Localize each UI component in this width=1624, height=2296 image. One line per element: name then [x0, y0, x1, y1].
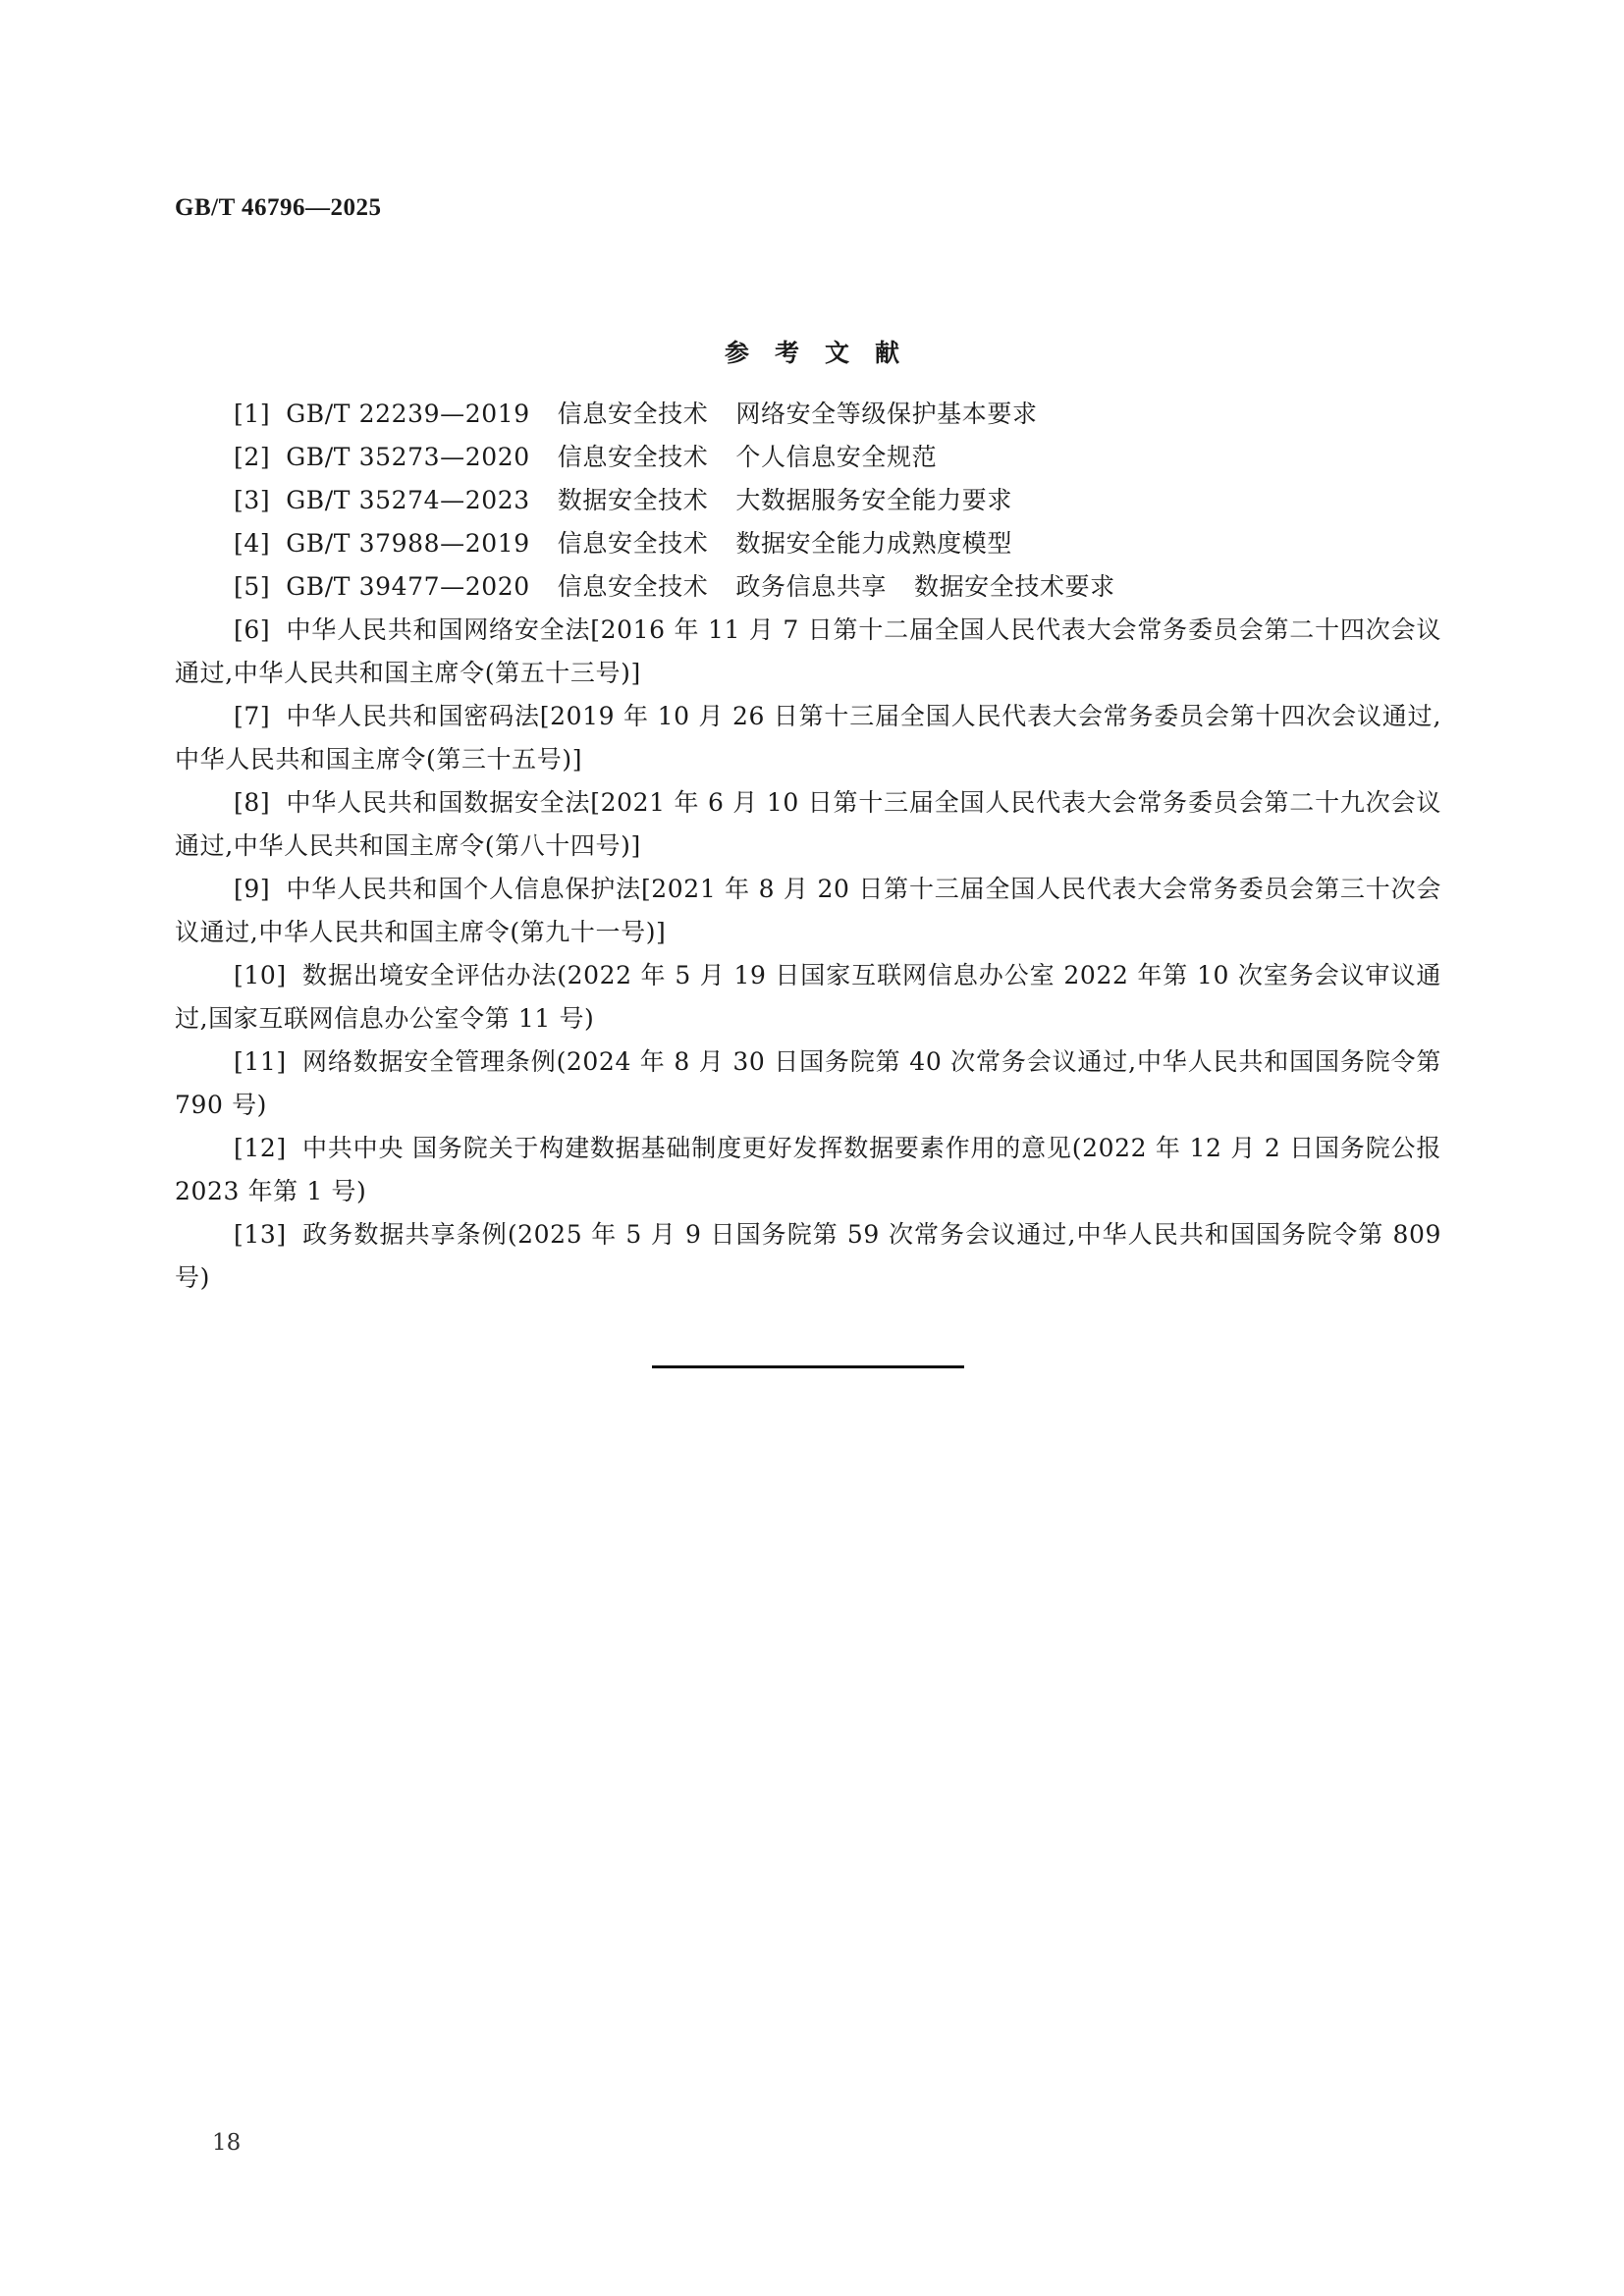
reference-number: [11] [234, 1047, 287, 1076]
reference-text: 中华人民共和国网络安全法[2016 年 11 月 7 日第十二届全国人民代表大会常务委员会第二十四次会议通过,中华人民共和国主席令(第五十三号)] [175, 615, 1441, 687]
reference-code: GB/T 22239—2019 [286, 400, 530, 428]
reference-title-part: 大数据服务安全能力要求 [735, 486, 1012, 514]
reference-text: 网络数据安全管理条例(2024 年 8 月 30 日国务院第 40 次常务会议通过,中华人民共和国国务院令第 790 号) [175, 1047, 1441, 1119]
reference-number: [5] [234, 572, 271, 601]
document-code: GB/T 46796—2025 [175, 194, 382, 221]
reference-title-part: 政务信息共享 [735, 572, 887, 601]
reference-item [175, 609, 1441, 695]
reference-number: [12] [234, 1134, 287, 1162]
reference-text: 中华人民共和国个人信息保护法[2021 年 8 月 20 日第十三届全国人民代表大会常务委员会第三十次会议通过,中华人民共和国主席令(第九十一号)] [175, 875, 1441, 946]
reference-title-part: 个人信息安全规范 [735, 443, 938, 471]
reference-number: [7] [234, 702, 271, 730]
reference-item [175, 565, 1441, 609]
reference-item [175, 954, 1441, 1041]
reference-number: [10] [234, 961, 287, 989]
reference-number: [6] [234, 615, 271, 644]
reference-title-part: 数据安全技术要求 [913, 572, 1115, 601]
reference-item [175, 695, 1441, 781]
reference-item [175, 868, 1441, 954]
reference-item [175, 1041, 1441, 1127]
reference-item [175, 1127, 1441, 1213]
reference-item [175, 522, 1441, 565]
reference-text: 数据出境安全评估办法(2022 年 5 月 19 日国家互联网信息办公室 2022 年第 10 次室务会议审议通过,国家互联网信息办公室令第 11 号) [175, 961, 1441, 1033]
reference-code: GB/T 35274—2023 [286, 486, 530, 514]
reference-item [175, 781, 1441, 868]
reference-text: 政务数据共享条例(2025 年 5 月 9 日国务院第 59 次常务会议通过,中华人民共和国国务院令第 809 号) [175, 1220, 1441, 1292]
reference-text: 中共中央 国务院关于构建数据基础制度更好发挥数据要素作用的意见(2022 年 12 月 2 日国务院公报 2023 年第 1 号) [175, 1134, 1441, 1205]
reference-code: GB/T 39477—2020 [286, 572, 530, 601]
reference-title-part: 信息安全技术 [557, 443, 709, 471]
page-number: 18 [212, 2130, 242, 2156]
reference-item [175, 1213, 1441, 1300]
reference-title-part: 信息安全技术 [557, 400, 709, 428]
reference-text: 中华人民共和国密码法[2019 年 10 月 26 日第十三届全国人民代表大会常务委员会第十四次会议通过,中华人民共和国主席令(第三十五号)] [175, 702, 1441, 774]
reference-title-part: 数据安全能力成熟度模型 [735, 529, 1012, 558]
reference-code: GB/T 37988—2019 [286, 529, 530, 558]
reference-title-part: 信息安全技术 [557, 529, 709, 558]
reference-code: GB/T 35273—2020 [286, 443, 530, 471]
reference-number: [1] [234, 400, 271, 428]
reference-number: [9] [234, 875, 271, 903]
reference-number: [4] [234, 529, 271, 558]
end-rule [652, 1365, 964, 1368]
section-title: 参考文献 [724, 339, 925, 367]
reference-item [175, 393, 1441, 436]
reference-list [175, 393, 1441, 1300]
reference-number: [13] [234, 1220, 287, 1249]
reference-title-part: 信息安全技术 [557, 572, 709, 601]
reference-item [175, 436, 1441, 479]
reference-number: [2] [234, 443, 271, 471]
reference-text: 中华人民共和国数据安全法[2021 年 6 月 10 日第十三届全国人民代表大会常务委员会第二十九次会议通过,中华人民共和国主席令(第八十四号)] [175, 788, 1441, 860]
reference-title-part: 网络安全等级保护基本要求 [735, 400, 1038, 428]
reference-title-part: 数据安全技术 [557, 486, 709, 514]
reference-number: [8] [234, 788, 271, 817]
reference-item [175, 479, 1441, 522]
reference-number: [3] [234, 486, 271, 514]
